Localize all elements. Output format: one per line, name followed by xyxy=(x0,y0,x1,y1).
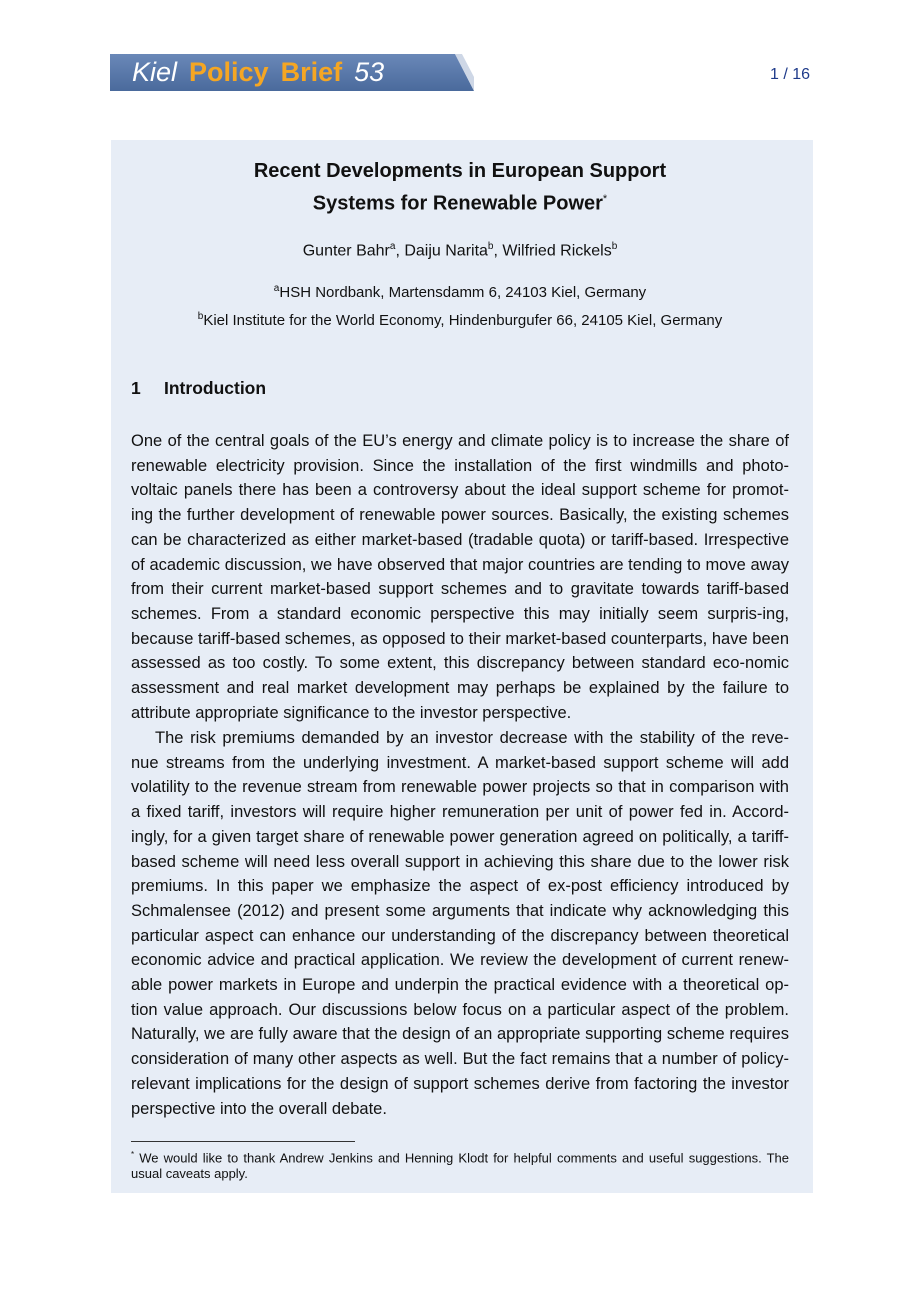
title-footnote-mark: * xyxy=(602,193,608,205)
banner-word-kiel: Kiel xyxy=(132,57,178,87)
affiliation-text: HSH Nordbank, Martensdamm 6, 24103 Kiel, Germany xyxy=(279,284,647,301)
affiliation-mark: a xyxy=(273,283,280,294)
page-indicator: 1 / 16 xyxy=(769,66,810,83)
footnote-mark: * xyxy=(131,1150,135,1159)
author-affil-mark: a xyxy=(389,241,396,252)
section-number: 1 xyxy=(131,378,141,398)
affiliation-text: Kiel Institute for the World Economy, Hindenburgufer 66, 24105 Kiel, Germany xyxy=(203,312,723,329)
body-paragraph-2: The risk premiums demanded by an investor decrease with the stability of the reve-nue streams from the underlying investment. A market-based support scheme will add volatility to the revenue stream from renewable power projects so that in comparison with a fixed tariff, investors will require higher remuneration per unit of power fed in. Accord-ingly, for a given target share of renewable power generation agreed on politically, a tariff-based scheme will need less overall support in achieving this share due to the lower risk premiums. In this paper we emphasize the aspect of ex-post efficiency introduced by Schmalensee (2012) and present some arguments that indicate why acknowledging this particular aspect can enhance our understanding of the discrepancy between theoretical economic advice and practical application. We review the development of current renew-able power markets in Europe and underpin the practical evidence with a theoretical op-tion value approach. Our discussions below focus on a particular aspect of the problem. Naturally, we are fully aware that the design of an appropriate supporting scheme requires consideration of many other aspects as well. But the fact remains that a number of policy-relevant implications for the design of support schemes derive from factoring the investor perspective into the overall debate. xyxy=(131,729,789,1118)
affiliation-a xyxy=(0,283,920,301)
banner-word-policy: Policy xyxy=(189,57,269,87)
footnote-divider xyxy=(131,1141,355,1142)
banner-word-brief: Brief xyxy=(280,57,343,87)
author-name: Gunter Bahr xyxy=(302,242,390,260)
affiliation-mark: b xyxy=(197,311,204,322)
section-title: Introduction xyxy=(164,378,267,398)
affiliation-b xyxy=(0,311,920,329)
banner-issue-number: 53 xyxy=(354,57,385,87)
title-line-1: Recent Developments in European Support xyxy=(253,160,667,182)
footnote-text: We would like to thank Andrew Jenkins and Henning Klodt for helpful comments and useful suggestions. The usual caveats apply. xyxy=(131,1150,789,1182)
title-line-2-text: Systems for Renewable Power xyxy=(312,192,603,215)
author-name: Daiju Narita xyxy=(404,242,488,260)
body-paragraph-1: One of the central goals of the EU’s energy and climate policy is to increase the share of renewable electricity provision. Since the installation of the first windmills and photo-voltaic panels there has been a controversy about the ideal support scheme for promot-ing the further development of renewable power sources. Basically, the existing schemes can be characterized as either market-based (tradable quota) or tariff-based. Irrespective of academic discussion, we have observed that major countries are tending to move away from their current market-based support schemes and to gravitate towards tariff-based schemes. From a standard economic perspective this may initially seem surpris-ing, because tariff-based schemes, as opposed to their market-based counterparts, have been assessed as too costly. To some extent, this discrepancy between standard eco-nomic assessment and real market development may perhaps be explained by the failure to attribute appropriate significance to the investor perspective. xyxy=(131,432,789,722)
paper-title xyxy=(0,157,920,218)
author-name: Wilfried Rickels xyxy=(502,242,612,260)
footnote xyxy=(131,1147,789,1182)
title-line-2 xyxy=(0,185,920,218)
banner-title xyxy=(132,56,396,93)
author-list: Gunter Bahr$^a$, Daiju Narita$^b$, Wilfried Rickels$^b$ xyxy=(302,241,618,260)
section-heading xyxy=(131,378,266,399)
author-affil-mark: b xyxy=(487,241,494,252)
series-banner xyxy=(110,54,474,91)
author-affil-mark: b xyxy=(611,241,618,252)
